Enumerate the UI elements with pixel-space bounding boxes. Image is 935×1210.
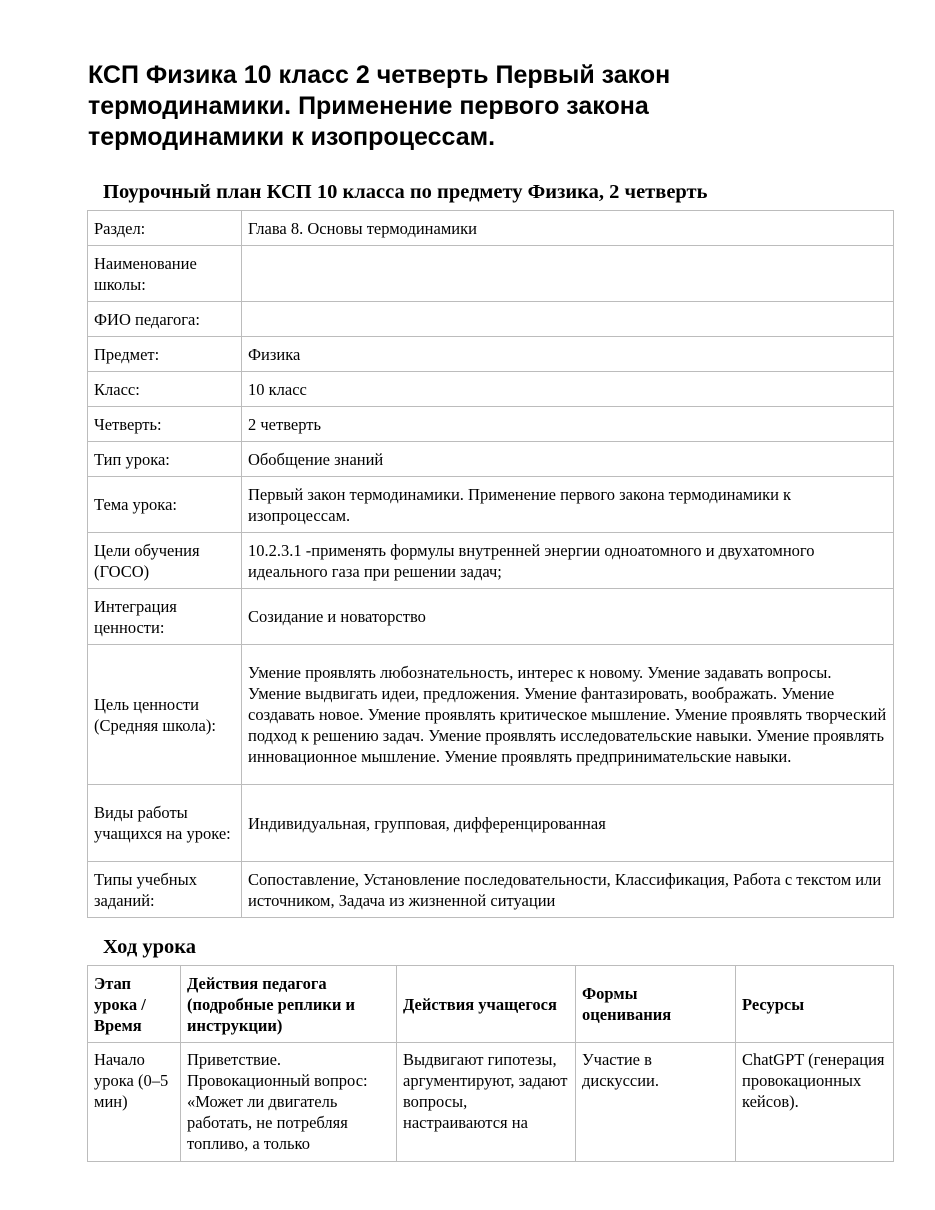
cell-student: Выдвигают гипотезы, аргументируют, задают вопросы, настраиваются на [397,1043,576,1162]
table-row [88,407,894,442]
row-value [242,302,894,337]
row-value: Физика [242,337,894,372]
table-row [88,372,894,407]
table-row [88,533,894,589]
table-row [88,1043,894,1162]
row-label: Тип урока: [88,442,242,477]
column-header-student: Действия учащегося [397,966,576,1043]
row-label: Раздел: [88,211,242,246]
table-row [88,645,894,785]
row-value: 10 класс [242,372,894,407]
cell-assessment: Участие в дискуссии. [576,1043,736,1162]
row-label: Цели обучения (ГОСО) [88,533,242,589]
table-row [88,442,894,477]
row-label: Виды работы учащихся на уроке: [88,785,242,862]
lesson-plan-table [87,210,894,918]
row-value: Индивидуальная, групповая, дифференцированная [242,785,894,862]
row-label: Интеграция ценности: [88,589,242,645]
cell-resources: ChatGPT (генерация провокационных кейсов). [736,1043,894,1162]
row-value: 10.2.3.1 -применять формулы внутренней энергии одноатомного и двухатомного идеального газа при решении задач; [242,533,894,589]
course-heading: Ход урока [103,936,196,958]
row-value [242,246,894,302]
table-row [88,862,894,918]
row-value: Глава 8. Основы термодинамики [242,211,894,246]
row-label: ФИО педагога: [88,302,242,337]
cell-teacher: Приветствие. Провокационный вопрос: «Может ли двигатель работать, не потребляя топливо, а только [181,1043,397,1162]
table-header-row [88,966,894,1043]
cell-stage: Начало урока (0–5 мин) [88,1043,181,1162]
table-row [88,337,894,372]
plan-heading: Поурочный план КСП 10 класса по предмету Физика, 2 четверть [103,181,708,203]
row-label: Наименование школы: [88,246,242,302]
table-row [88,589,894,645]
column-header-teacher: Действия педагога (подробные реплики и инструкции) [181,966,397,1043]
lesson-course-table [87,965,894,1162]
row-label: Предмет: [88,337,242,372]
column-header-resources: Ресурсы [736,966,894,1043]
row-value: Сопоставление, Установление последовательности, Классификация, Работа с текстом или источником, Задача из жизненной ситуации [242,862,894,918]
row-value: Созидание и новаторство [242,589,894,645]
row-label: Цель ценности (Средняя школа): [88,645,242,785]
document-title: КСП Физика 10 класс 2 четверть Первый закон термодинамики. Применение первого закона термодинамики к изопроцессам. [88,61,671,151]
table-row [88,785,894,862]
column-header-assessment: Формы оценивания [576,966,736,1043]
row-value: Первый закон термодинамики. Применение первого закона термодинамики к изопроцессам. [242,477,894,533]
table-row [88,246,894,302]
row-value: Умение проявлять любознательность, интерес к новому. Умение задавать вопросы. Умение выдвигать идеи, предложения. Умение фантазировать, воображать. Умение создавать новое. Умение проявлять критическое мышление. Умение проявлять творческий подход к решению задач. Умение проявлять исследовательские навыки. Умение проявлять инновационное мышление. Умение проявлять предпринимательские навыки. [242,645,894,785]
table-row [88,477,894,533]
row-label: Класс: [88,372,242,407]
row-label: Тема урока: [88,477,242,533]
row-label: Четверть: [88,407,242,442]
row-value: Обобщение знаний [242,442,894,477]
table-row [88,211,894,246]
row-value: 2 четверть [242,407,894,442]
column-header-stage: Этап урока / Время [88,966,181,1043]
table-row [88,302,894,337]
row-label: Типы учебных заданий: [88,862,242,918]
